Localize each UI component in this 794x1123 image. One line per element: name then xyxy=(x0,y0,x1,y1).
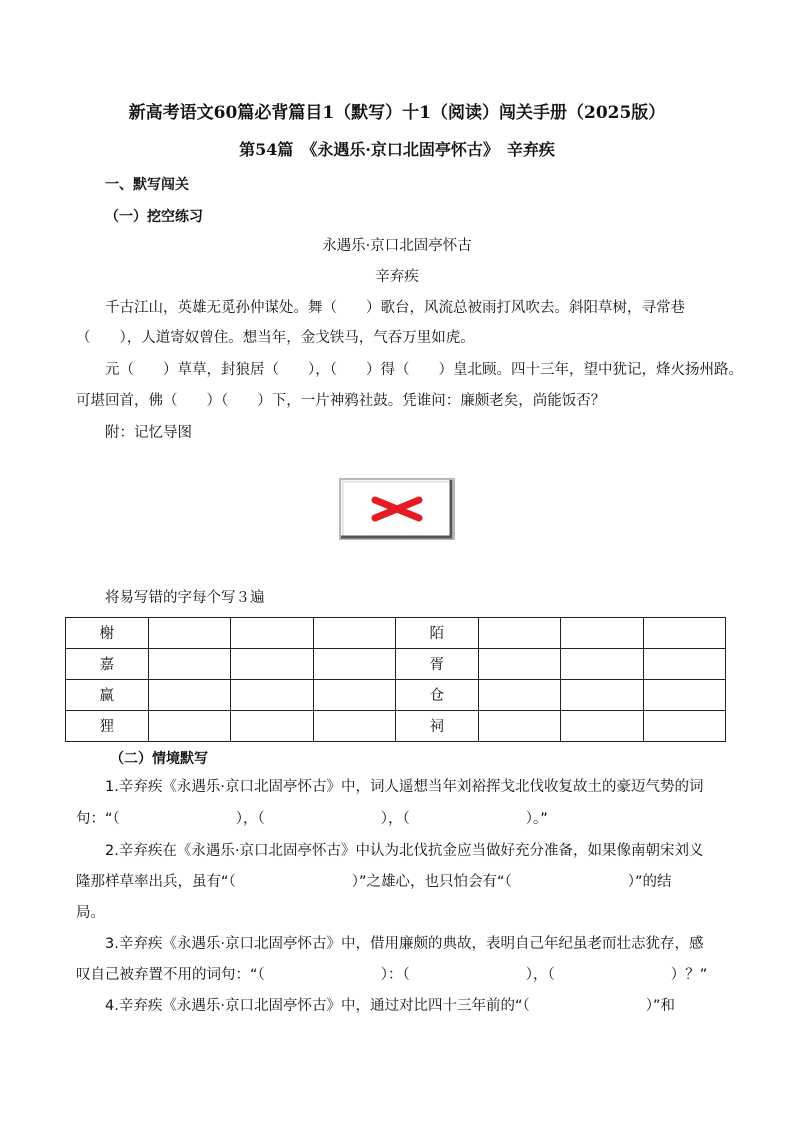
writing-cell[interactable] xyxy=(148,618,231,649)
table-row xyxy=(66,711,726,742)
subsection-heading: （二）情境默写 xyxy=(110,751,208,767)
question-line: 1.辛弃疾《永遇乐·京口北固亭怀古》中，词人遥想当年刘裕挥戈北伐收复故土的豪迈气势的词 xyxy=(105,779,704,795)
question-line: 局。 xyxy=(76,905,105,921)
writing-cell[interactable] xyxy=(643,680,726,711)
document-title: 新高考语文60篇必背篇目1（默写）十1（阅读）闯关手册（2025版） xyxy=(128,103,666,123)
table-row xyxy=(66,680,726,711)
poem-line: 元（ ）草草，封狼居（ ），（ ）得（ ）皇北顾。四十三年，望中犹记，烽火扬州路。 xyxy=(105,362,743,378)
writing-cell[interactable] xyxy=(313,649,396,680)
writing-cell[interactable] xyxy=(643,618,726,649)
writing-cell[interactable] xyxy=(231,618,314,649)
writing-cell[interactable] xyxy=(561,618,644,649)
writing-cell[interactable] xyxy=(313,680,396,711)
table-row xyxy=(66,649,726,680)
question-line: 4.辛弃疾《永遇乐·京口北固亭怀古》中，通过对比四十三年前的“（ ）”和 xyxy=(105,998,675,1014)
writing-cell[interactable] xyxy=(148,711,231,742)
writing-cell[interactable] xyxy=(231,649,314,680)
writing-cell[interactable] xyxy=(478,618,561,649)
writing-cell[interactable] xyxy=(148,649,231,680)
writing-practice-table xyxy=(65,617,726,742)
writing-cell[interactable] xyxy=(148,680,231,711)
writing-cell[interactable] xyxy=(478,649,561,680)
poem-title: 永遇乐·京口北固亭怀古 xyxy=(322,238,472,254)
practice-label: 将易写错的字每个写３遍 xyxy=(105,590,265,606)
question-line: 句：“（ ），（ ），（ ）。” xyxy=(76,811,548,827)
practice-char: 榭 xyxy=(99,626,114,642)
practice-char: 胥 xyxy=(429,657,444,673)
broken-image-icon xyxy=(339,478,455,540)
table-row xyxy=(66,618,726,649)
question-line: 叹自己被弃置不用的词句：“（ ）：（ ），（ ）？” xyxy=(76,967,708,983)
writing-cell[interactable] xyxy=(478,711,561,742)
poem-line: （ ），人道寄奴曾住。想当年，金戈铁马，气吞万里如虎。 xyxy=(76,330,475,346)
writing-cell[interactable] xyxy=(643,649,726,680)
writing-cell[interactable] xyxy=(643,711,726,742)
subsection-heading: （一）挖空练习 xyxy=(105,209,203,225)
appendix-label: 附：记忆导图 xyxy=(105,425,192,441)
writing-cell[interactable] xyxy=(313,618,396,649)
writing-cell[interactable] xyxy=(561,711,644,742)
practice-char: 赢 xyxy=(99,688,114,704)
practice-char: 祠 xyxy=(429,719,444,735)
writing-cell[interactable] xyxy=(561,649,644,680)
question-line: 3.辛弃疾《永遇乐·京口北固亭怀古》中，借用廉颇的典故，表明自己年纪虽老而壮志犹存，感 xyxy=(105,936,704,952)
practice-char: 陌 xyxy=(429,626,444,642)
writing-cell[interactable] xyxy=(313,711,396,742)
question-line: 隆那样草率出兵，虽有“（ ）”之雄心，也只怕会有“（ ）”的结 xyxy=(76,874,672,890)
document-subtitle: 第54篇 《永遇乐·京口北固亭怀古》 辛弃疾 xyxy=(239,140,555,159)
section-heading: 一、默写闯关 xyxy=(105,177,189,193)
practice-char: 嘉 xyxy=(99,657,114,673)
writing-cell[interactable] xyxy=(231,680,314,711)
practice-char: 仓 xyxy=(429,688,444,704)
practice-char: 狸 xyxy=(99,719,114,735)
writing-cell[interactable] xyxy=(478,680,561,711)
poem-line: 千古江山，英雄无觅孙仲谋处。舞（ ）歌台，风流总被雨打风吹去。斜阳草树，寻常巷 xyxy=(105,300,685,316)
question-line: 2.辛弃疾在《永遇乐·京口北固亭怀古》中认为北伐抗金应当做好充分准备，如果像南朝宋刘义 xyxy=(105,843,704,859)
poem-author: 辛弃疾 xyxy=(375,269,419,285)
writing-cell[interactable] xyxy=(561,680,644,711)
poem-line: 可堪回首，佛（ ）（ ）下，一片神鸦社鼓。凭谁问：廉颇老矣，尚能饭否？ xyxy=(76,393,606,409)
writing-cell[interactable] xyxy=(231,711,314,742)
